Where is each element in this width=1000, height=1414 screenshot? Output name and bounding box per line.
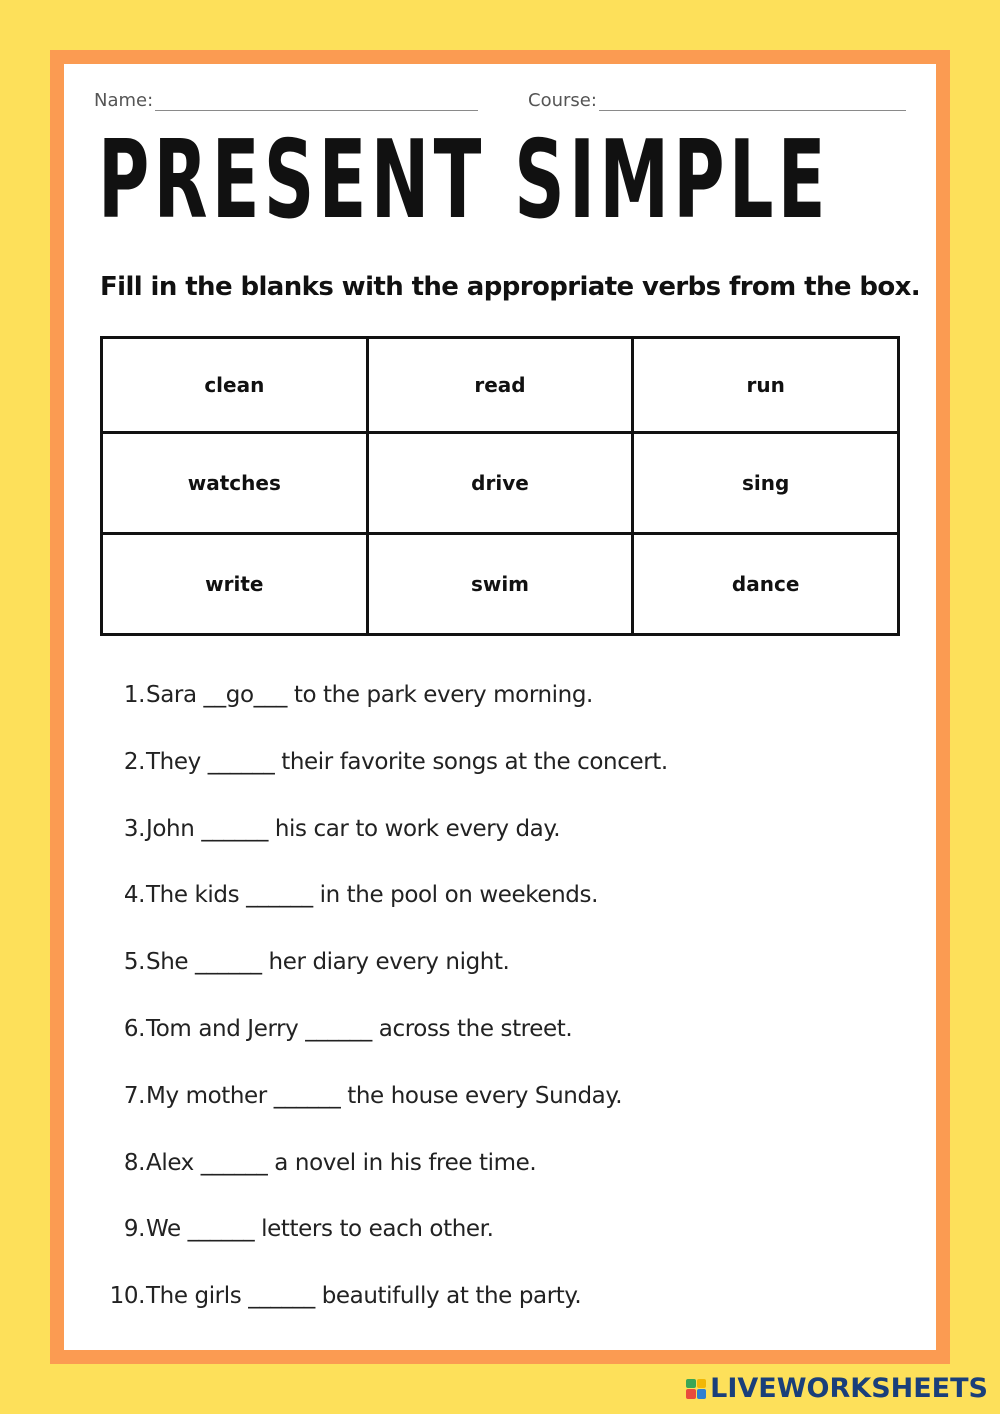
question-text[interactable]: We ______ letters to each other. bbox=[146, 1216, 494, 1243]
verb-cell: swim bbox=[367, 534, 633, 635]
verb-cell: watches bbox=[102, 433, 368, 534]
logo-mark-icon bbox=[686, 1379, 706, 1399]
verb-cell: write bbox=[102, 534, 368, 635]
question-item bbox=[64, 882, 936, 949]
instruction-text: Fill in the blanks with the appropriate verbs from the box. bbox=[100, 272, 921, 302]
question-number: 7. bbox=[123, 1082, 145, 1109]
verb-cell: run bbox=[633, 338, 899, 433]
question-item bbox=[64, 1216, 936, 1283]
name-field[interactable] bbox=[94, 88, 478, 111]
course-field[interactable] bbox=[528, 88, 906, 111]
question-number: 1. bbox=[123, 682, 145, 708]
liveworksheets-logo[interactable] bbox=[686, 1373, 988, 1404]
header-fields bbox=[94, 88, 906, 118]
question-item bbox=[64, 816, 936, 883]
question-number: 8. bbox=[123, 1149, 145, 1176]
worksheet-page bbox=[64, 64, 936, 1350]
verb-cell: sing bbox=[633, 433, 899, 534]
question-text[interactable]: They ______ their favorite songs at the concert. bbox=[146, 748, 668, 775]
question-number: 10. bbox=[109, 1283, 145, 1310]
question-text[interactable]: She ______ her diary every night. bbox=[146, 949, 510, 976]
question-item bbox=[64, 682, 936, 749]
name-input-line[interactable] bbox=[155, 88, 478, 111]
question-number: 9. bbox=[123, 1216, 145, 1243]
name-label: Name: bbox=[94, 90, 154, 111]
question-text[interactable]: My mother ______ the house every Sunday. bbox=[146, 1082, 623, 1109]
question-text[interactable]: Sara __go___ to the park every morning. bbox=[146, 682, 593, 708]
verb-row bbox=[102, 534, 899, 635]
question-list bbox=[64, 682, 936, 1350]
question-number: 2. bbox=[123, 748, 145, 775]
course-label: Course: bbox=[528, 90, 597, 111]
question-number: 3. bbox=[123, 815, 145, 842]
question-item bbox=[64, 949, 936, 1016]
page-title: PRESENT SIMPLE bbox=[98, 118, 830, 243]
verb-cell: drive bbox=[367, 433, 633, 534]
verb-cell: clean bbox=[102, 338, 368, 433]
question-number: 4. bbox=[123, 882, 145, 909]
question-item bbox=[64, 1283, 936, 1350]
question-text[interactable]: The kids ______ in the pool on weekends. bbox=[146, 882, 598, 909]
verb-cell: read bbox=[367, 338, 633, 433]
verb-box bbox=[100, 336, 900, 636]
question-item bbox=[64, 1083, 936, 1150]
question-item bbox=[64, 749, 936, 816]
question-text[interactable]: Tom and Jerry ______ across the street. bbox=[146, 1015, 573, 1042]
verb-row bbox=[102, 338, 899, 433]
question-item bbox=[64, 1016, 936, 1083]
question-text[interactable]: The girls ______ beautifully at the party. bbox=[146, 1283, 582, 1310]
question-text[interactable]: Alex ______ a novel in his free time. bbox=[146, 1149, 537, 1176]
verb-row bbox=[102, 433, 899, 534]
logo-text: LIVEWORKSHEETS bbox=[710, 1373, 988, 1404]
course-input-line[interactable] bbox=[599, 88, 906, 111]
question-number: 5. bbox=[123, 949, 145, 976]
question-item bbox=[64, 1150, 936, 1217]
question-number: 6. bbox=[123, 1015, 145, 1042]
verb-cell: dance bbox=[633, 534, 899, 635]
question-text[interactable]: John ______ his car to work every day. bbox=[146, 815, 561, 842]
